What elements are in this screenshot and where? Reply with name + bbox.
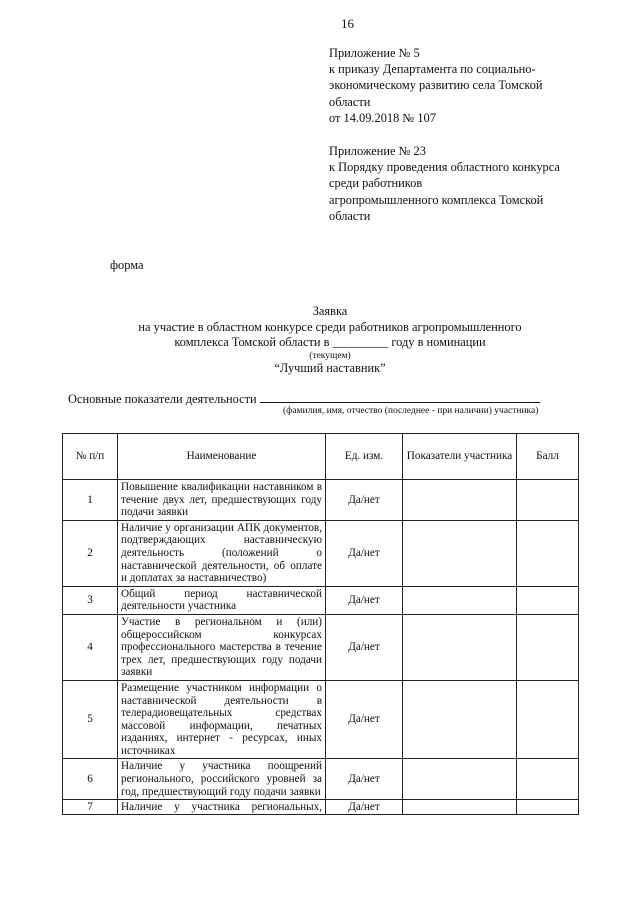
annex-5-line: Приложение № 5	[329, 46, 420, 60]
column-header-score: Балл	[517, 434, 579, 480]
participant-value-cell[interactable]	[403, 586, 517, 614]
annex-5-line: от 14.09.2018 № 107	[329, 110, 436, 125]
score-cell[interactable]	[517, 614, 579, 680]
criterion-name: Наличие у участника региональных,	[118, 800, 326, 815]
score-cell[interactable]	[517, 520, 579, 586]
table-row	[63, 680, 579, 759]
column-header-unit: Ед. изм.	[326, 434, 403, 480]
score-cell[interactable]	[517, 800, 579, 815]
row-number: 6	[63, 759, 118, 800]
form-label: форма	[110, 258, 144, 272]
table-row	[63, 614, 579, 680]
indicators-label: Основные показатели деятельности	[68, 392, 257, 406]
participant-value-cell[interactable]	[403, 520, 517, 586]
column-header-name: Наименование	[118, 434, 326, 480]
annex-5-line: области	[329, 94, 371, 109]
score-cell[interactable]	[517, 586, 579, 614]
unit-cell: Да/нет	[326, 800, 403, 815]
table-row	[63, 480, 579, 521]
unit-cell: Да/нет	[326, 614, 403, 680]
application-title	[60, 304, 600, 376]
criterion-name: Общий период наставнической деятельности участника	[118, 586, 326, 614]
title-heading: Заявка	[312, 304, 348, 318]
table-header-row	[63, 434, 579, 480]
row-number: 4	[63, 614, 118, 680]
score-cell[interactable]	[517, 759, 579, 800]
row-number: 7	[63, 800, 118, 815]
annex-5-reference	[329, 45, 543, 126]
column-header-number: № п/п	[63, 434, 118, 480]
unit-cell: Да/нет	[326, 480, 403, 521]
criterion-name: Повышение квалификации наставником в течение двух лет, предшествующих году подачи заявки	[118, 480, 326, 521]
table-row	[63, 800, 579, 815]
annex-5-line: к приказу Департамента по социально-	[329, 62, 536, 77]
row-number: 1	[63, 480, 118, 521]
indicators-row	[68, 391, 540, 407]
annex-23-line: среди работников	[329, 176, 423, 191]
row-number: 3	[63, 586, 118, 614]
participant-name-hint: (фамилия, имя, отчество (последнее - при наличии) участника)	[283, 406, 539, 416]
table-row	[63, 520, 579, 586]
unit-cell: Да/нет	[326, 520, 403, 586]
title-hint: (текущем)	[309, 350, 351, 361]
criterion-name: Наличие у организации АПК документов, подтверждающих наставническую деятельность (положений о наставнической деятельности, об оплате и доплатах за наставничество)	[118, 520, 326, 586]
criteria-table	[62, 433, 579, 815]
participant-value-cell[interactable]	[403, 614, 517, 680]
table-row	[63, 759, 579, 800]
participant-value-cell[interactable]	[403, 800, 517, 815]
row-number: 5	[63, 680, 118, 759]
annex-23-line: агропромышленного комплекса Томской	[329, 192, 544, 207]
participant-name-blank	[260, 391, 540, 403]
unit-cell: Да/нет	[326, 586, 403, 614]
page-number: 16	[341, 16, 354, 31]
annex-23-line: к Порядку проведения областного конкурса	[329, 160, 560, 175]
title-line: комплекса Томской области в _________ году в номинации	[174, 335, 486, 349]
criterion-name: Наличие у участника поощрений регионального, российского уровней за год, предшествующий году подачи заявки	[118, 759, 326, 800]
table-row	[63, 586, 579, 614]
unit-cell: Да/нет	[326, 680, 403, 759]
participant-value-cell[interactable]	[403, 480, 517, 521]
annex-23-reference	[329, 143, 560, 224]
row-number: 2	[63, 520, 118, 586]
participant-value-cell[interactable]	[403, 759, 517, 800]
participant-value-cell[interactable]	[403, 680, 517, 759]
title-line: на участие в областном конкурсе среди работников агропромышленного	[138, 319, 522, 334]
annex-5-line: экономическому развитию села Томской	[329, 78, 543, 93]
criterion-name: Участие в региональном и (или) общероссийском конкурсах профессионального мастерства в течение трех лет, предшествующих году подачи заявки	[118, 614, 326, 680]
column-header-value: Показатели участника	[403, 434, 517, 480]
score-cell[interactable]	[517, 680, 579, 759]
unit-cell: Да/нет	[326, 759, 403, 800]
criterion-name: Размещение участником информации о наставнической деятельности в телерадиовещательных средствах массовой информации, печатных изданиях, интернет - ресурсах, иных источниках	[118, 680, 326, 759]
nomination-name: “Лучший наставник”	[274, 360, 386, 375]
annex-23-line: области	[329, 208, 371, 223]
score-cell[interactable]	[517, 480, 579, 521]
annex-23-line: Приложение № 23	[329, 144, 426, 158]
